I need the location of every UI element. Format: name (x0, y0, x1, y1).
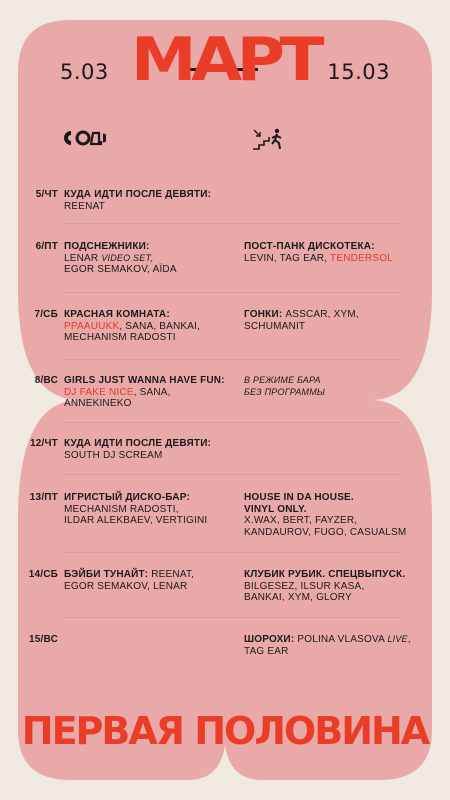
artist-line: ANNEKINEKO (64, 398, 132, 409)
artist-name: LEVIN, TAG EAR, (244, 252, 331, 264)
day-label: 12/ЧТ (29, 438, 58, 449)
right-venue-event (244, 492, 414, 538)
left-venue-event (64, 189, 234, 212)
right-venue-event (244, 375, 414, 398)
event-title: GIRLS JUST WANNA HAVE FUN: (64, 375, 225, 386)
day-label: 7/СБ (34, 309, 58, 320)
artist-line (64, 321, 234, 333)
day-label: 8/ВС (34, 375, 58, 386)
artist-line: MECHANISM RADOSTI (64, 332, 176, 343)
artist-line: BANKAI, XYM, GLORY (244, 592, 352, 603)
row-divider (64, 474, 400, 475)
event-title: ИГРИСТЫЙ ДИСКО-БАР: (64, 492, 190, 503)
right-venue-event (244, 569, 414, 604)
artist-line: MECHANISM RADOSTI, (64, 503, 179, 515)
event-title: ШОРОХИ: (244, 634, 298, 645)
left-venue-event (64, 375, 234, 410)
artist-name: , SANA, BANKAI, (119, 320, 201, 332)
artist-name: , SANA, (133, 386, 171, 398)
left-venue-event (64, 241, 234, 276)
right-venue-event (244, 309, 414, 332)
day-label: 6/ПТ (35, 241, 58, 252)
bar-mode-note: В РЕЖИМЕ БАРА (244, 375, 321, 385)
artist-line: BILGESEZ, ILSUR KASA, (244, 580, 365, 592)
artist-line: SOUTH DJ SCREAM (64, 449, 163, 461)
left-venue-event (64, 309, 234, 344)
right-venue-event (244, 634, 414, 657)
event-title: ГОНКИ: (244, 309, 286, 320)
artist-line: REENAT (64, 200, 106, 212)
artist-line: EGOR SEMAKOV, AÏDA (64, 264, 177, 275)
artist-line: ILDAR ALEKBAEV, VERTIGINI (64, 515, 208, 526)
day-label: 5/ЧТ (35, 189, 58, 200)
event-line (244, 309, 414, 321)
comma: , (407, 634, 411, 645)
artist-highlight: TENDERSOL (330, 252, 393, 264)
artist-note: LIVE (387, 634, 408, 644)
artist-line (244, 253, 414, 265)
artist-name: LENAR (64, 252, 102, 264)
artist-line: EGOR SEMAKOV, LENAR (64, 580, 188, 592)
sod-logo-icon (64, 130, 106, 146)
month-title: МАРТ (130, 25, 320, 95)
event-line (64, 569, 234, 581)
footer-title: ПЕРВАЯ ПОЛОВИНА (21, 709, 429, 753)
event-title: HOUSE IN DA HOUSE. (244, 492, 354, 503)
event-line (244, 634, 414, 646)
date-start: 5.03 (60, 60, 109, 84)
day-label: 15/ВС (29, 634, 58, 645)
artist-note: VIDEO SET, (101, 252, 154, 263)
artist-name: POLINA VLASOVA (297, 634, 388, 645)
left-venue-event (64, 438, 234, 461)
event-subtitle: VINYL ONLY. (244, 503, 307, 515)
row-divider (64, 223, 400, 224)
left-venue-event (64, 492, 234, 527)
event-title: ПОСТ-ПАНК ДИСКОТЕКА: (244, 241, 375, 252)
artist-line: SCHUMANIT (244, 320, 306, 332)
row-divider (64, 292, 400, 293)
artist-line (64, 387, 234, 399)
left-venue-event (64, 569, 234, 592)
row-divider (64, 552, 400, 553)
event-title: ПОДСНЕЖНИКИ: (64, 241, 150, 252)
row-divider (64, 422, 400, 423)
event-title: КЛУБИК РУБИК. СПЕЦВЫПУСК. (244, 569, 406, 580)
day-label: 14/СБ (28, 569, 58, 580)
date-end: 15.03 (327, 60, 390, 84)
day-label: 13/ПТ (29, 492, 58, 503)
event-title: КУДА ИДТИ ПОСЛЕ ДЕВЯТИ: (64, 189, 212, 200)
event-title: БЭЙБИ ТУНАЙТ: (64, 569, 152, 580)
right-venue-event (244, 241, 414, 264)
artist-highlight: DJ FAKE NICE (64, 386, 134, 398)
artist-name: ASSCAR, XYM, (285, 309, 359, 320)
artist-line: KANDAUROV, FUGO, CASUALSM (244, 526, 407, 538)
row-divider (64, 359, 400, 360)
artist-line: X.WAX, BERT, FAYZER, (244, 515, 358, 526)
artist-highlight: PPAAUUKK (64, 320, 120, 332)
emergency-exit-stairs-icon (252, 128, 284, 150)
event-title: КУДА ИДТИ ПОСЛЕ ДЕВЯТИ: (64, 438, 212, 449)
event-title: КРАСНАЯ КОМНАТА: (64, 309, 170, 320)
artist-line (64, 253, 234, 265)
row-divider (64, 617, 400, 618)
no-program-note: БЕЗ ПРОГРАММЫ (244, 386, 326, 397)
artist-line: TAG EAR (244, 645, 289, 657)
artist-name: REENAT, (151, 569, 195, 580)
